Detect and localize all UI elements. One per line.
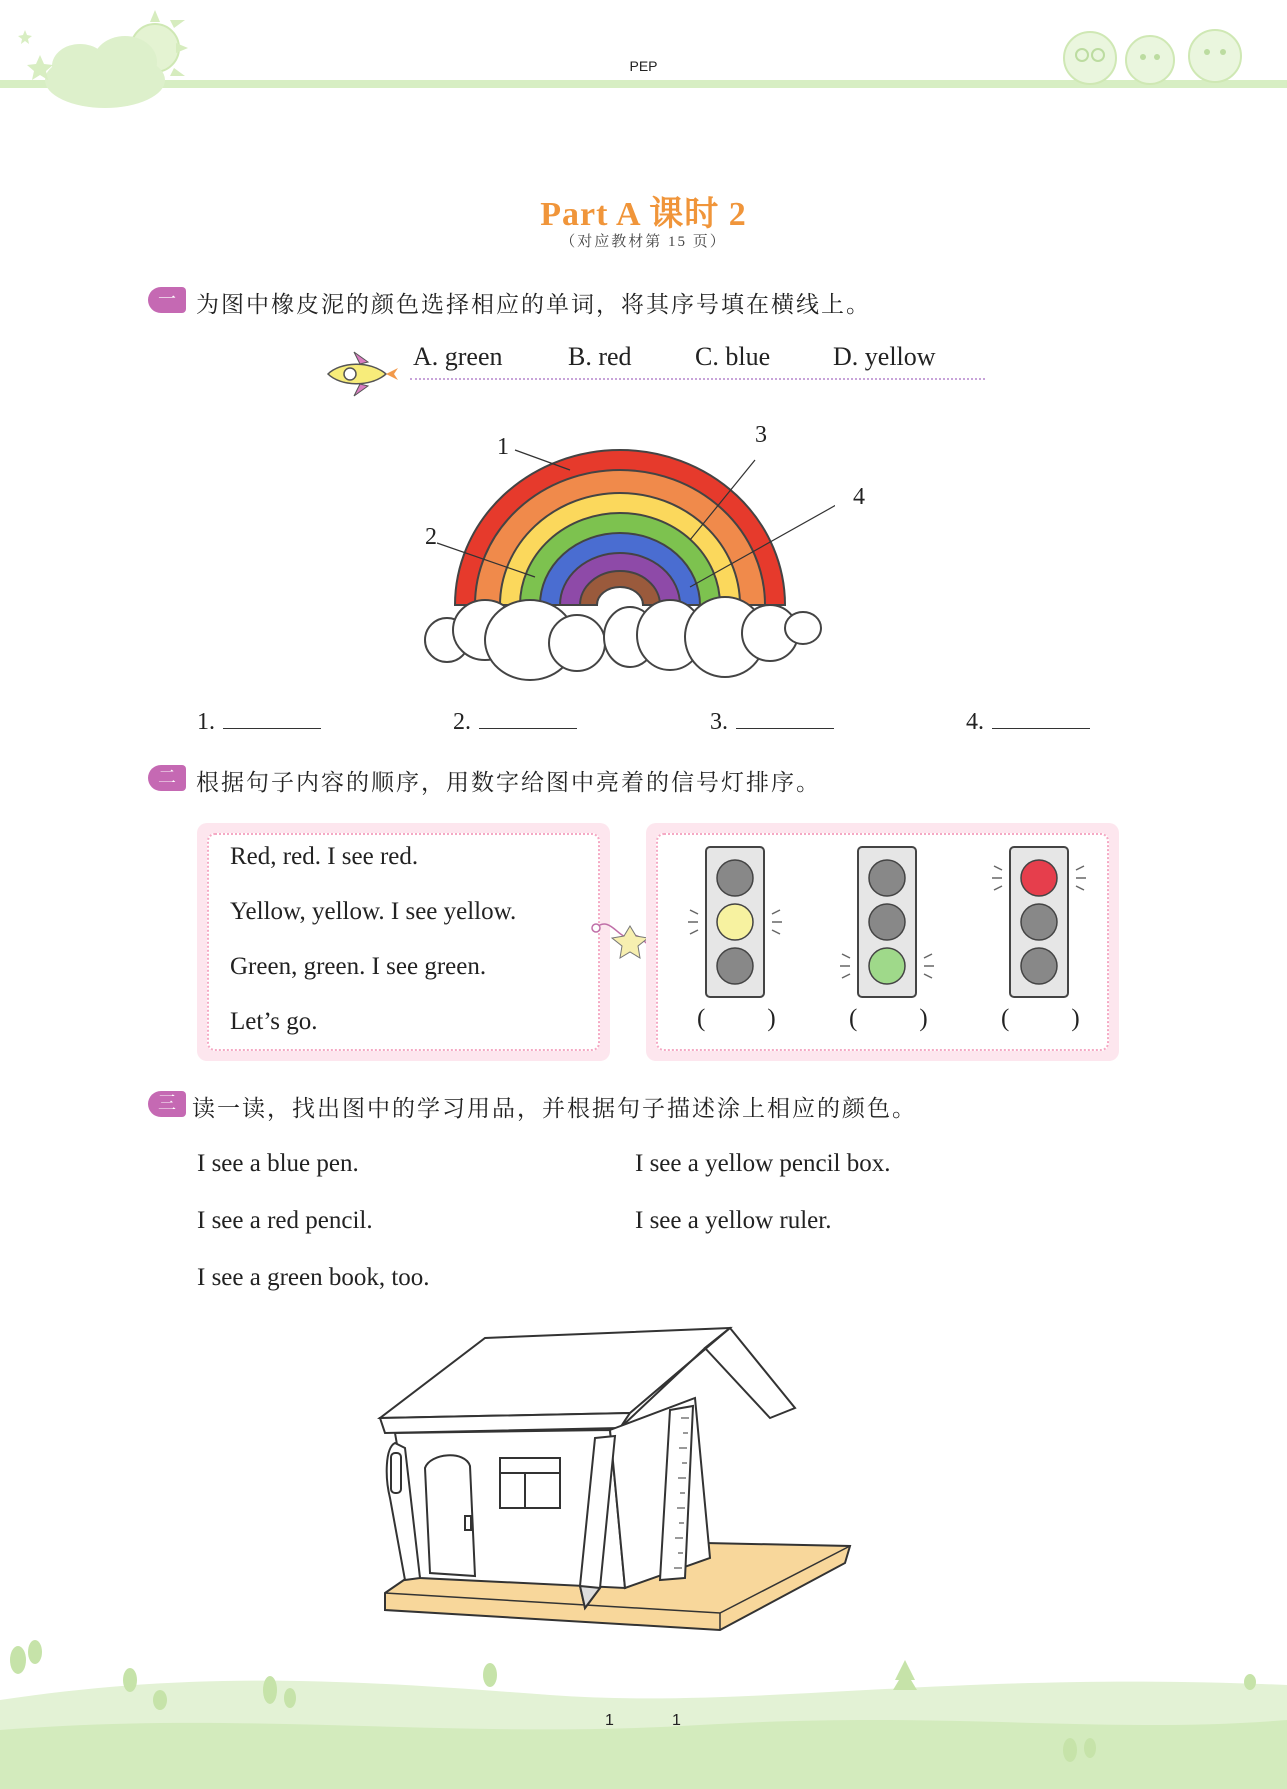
rocket-icon <box>320 350 400 398</box>
paren-close: ) <box>919 1005 928 1032</box>
option-c: C. blue <box>695 342 771 371</box>
options-underline <box>410 378 985 382</box>
traffic-light-2 <box>840 847 934 997</box>
callout-2: 2 <box>425 524 437 550</box>
answer-blank-4[interactable] <box>966 708 1090 736</box>
blank-line[interactable] <box>223 708 321 729</box>
blank-label: 2. <box>453 709 471 735</box>
section-3-badge: 三 <box>148 1091 186 1117</box>
option-b: B. red <box>568 342 632 371</box>
blank-label: 1. <box>197 709 215 735</box>
answer-blank-3[interactable] <box>710 708 834 736</box>
read-line-2: I see a yellow pencil box. <box>635 1150 891 1177</box>
callout-1: 1 <box>497 434 509 460</box>
sentence-2: Yellow, yellow. I see yellow. <box>230 898 517 925</box>
option-d: D. yellow <box>833 342 936 371</box>
section-2-instruction: 根据句子内容的顺序，用数字给图中亮着的信号灯排序。 <box>196 770 821 796</box>
option-a: A. green <box>413 342 503 371</box>
answer-blank-1[interactable] <box>197 708 321 736</box>
callout-3: 3 <box>755 422 767 448</box>
read-line-4: I see a yellow ruler. <box>635 1207 832 1234</box>
rainbow-illustration <box>415 425 835 690</box>
section-1-badge: 一 <box>148 287 186 313</box>
sentence-3: Green, green. I see green. <box>230 953 487 980</box>
page-number-right: 1 <box>672 1712 681 1729</box>
answer-blank-2[interactable] <box>453 708 577 736</box>
book-roof[interactable] <box>380 1328 795 1433</box>
read-line-3: I see a red pencil. <box>197 1207 373 1234</box>
animal-faces-icon <box>1064 30 1241 84</box>
paren-open: ( <box>849 1005 858 1032</box>
blank-label: 3. <box>710 709 728 735</box>
paren-open: ( <box>697 1005 706 1032</box>
page-title: Part A 课时 2 <box>540 196 747 233</box>
traffic-light-3 <box>992 847 1086 997</box>
paren-close: ) <box>767 1005 776 1032</box>
blank-line[interactable] <box>479 708 577 729</box>
sentence-1: Red, red. I see red. <box>230 843 419 870</box>
read-line-5: I see a green book, too. <box>197 1264 430 1291</box>
traffic-lights <box>686 840 1096 1010</box>
page-subtitle: （对应教材第 15 页） <box>560 234 727 250</box>
section-3-instruction: 读一读，找出图中的学习用品，并根据句子描述涂上相应的颜色。 <box>192 1096 917 1122</box>
answer-paren-1[interactable] <box>697 1005 777 1033</box>
sentence-4: Let’s go. <box>230 1008 318 1035</box>
paren-close: ) <box>1071 1005 1080 1032</box>
door <box>425 1455 475 1576</box>
blank-line[interactable] <box>736 708 834 729</box>
page-number-left: 1 <box>605 1712 614 1729</box>
stationery-house-illustration[interactable] <box>375 1318 855 1638</box>
callout-4: 4 <box>853 484 865 510</box>
blank-label: 4. <box>966 709 984 735</box>
answer-paren-3[interactable] <box>1001 1005 1081 1033</box>
blank-line[interactable] <box>992 708 1090 729</box>
window <box>500 1458 560 1508</box>
footer-decoration <box>0 1630 1287 1789</box>
paren-open: ( <box>1001 1005 1010 1032</box>
header-label: PEP <box>629 58 658 74</box>
section-2-badge: 二 <box>148 765 186 791</box>
section-1-instruction: 为图中橡皮泥的颜色选择相应的单词，将其序号填在横线上。 <box>196 292 871 318</box>
read-line-1: I see a blue pen. <box>197 1150 359 1177</box>
traffic-light-1 <box>688 847 782 997</box>
answer-paren-2[interactable] <box>849 1005 929 1033</box>
